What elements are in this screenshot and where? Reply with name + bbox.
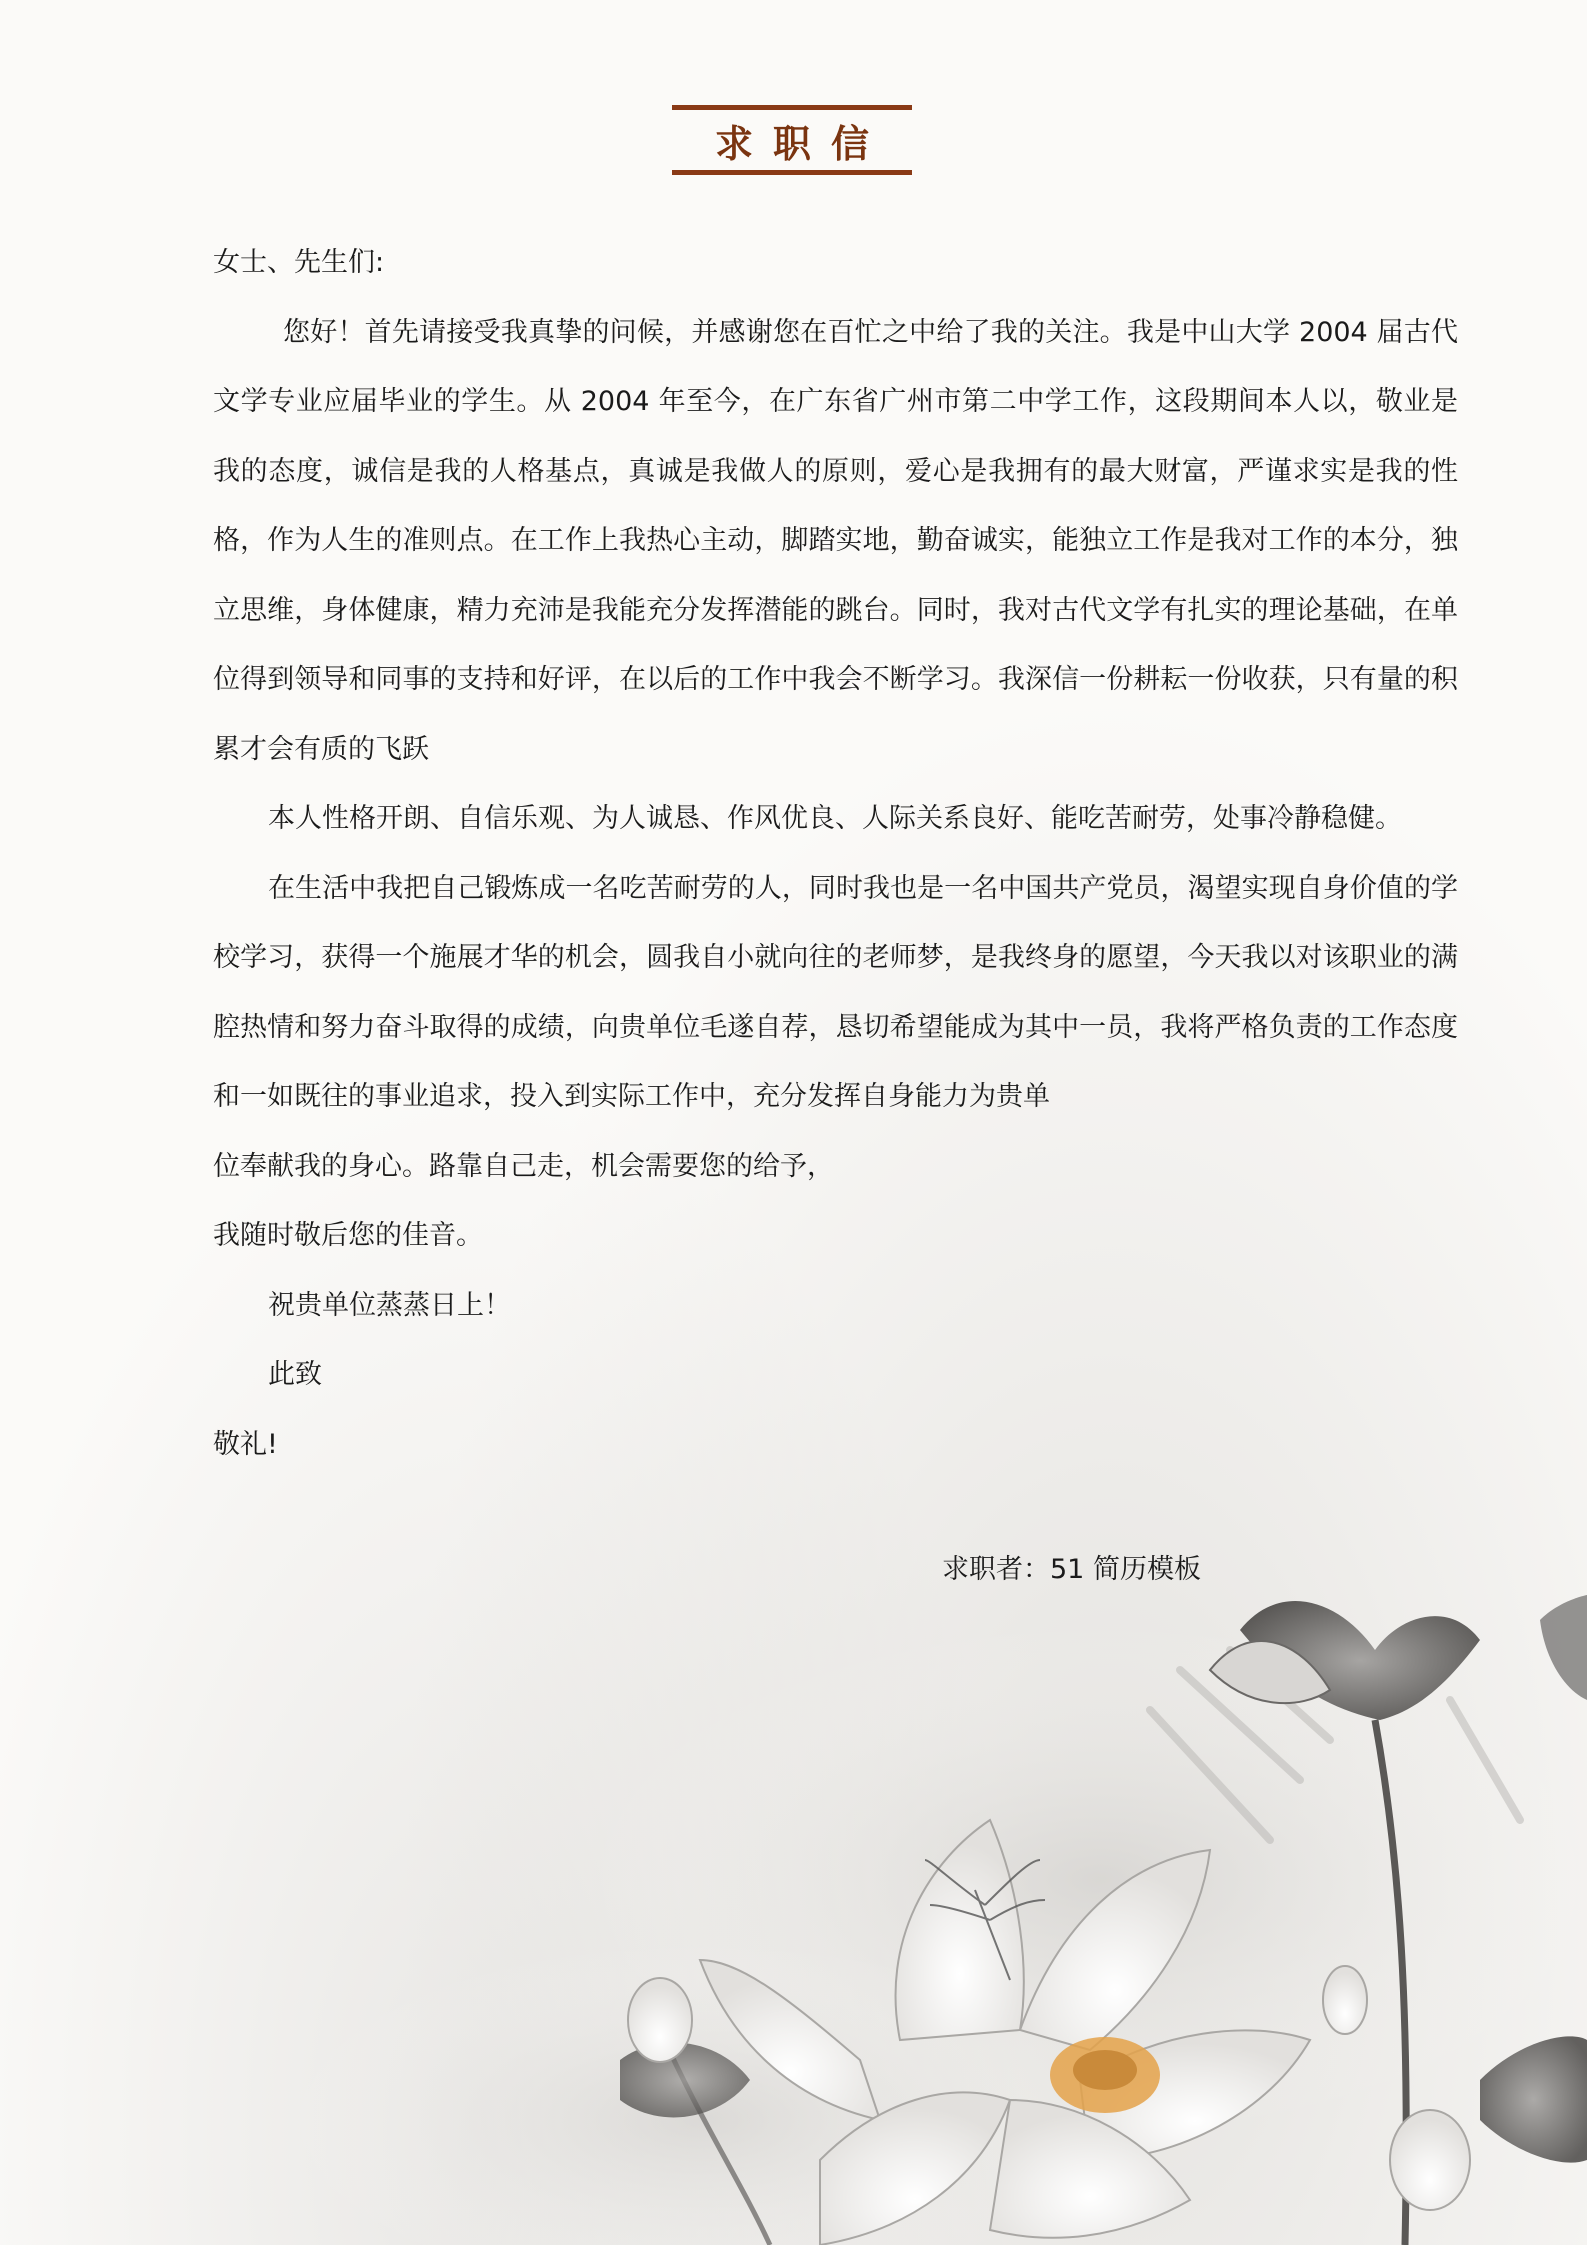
letter-body [213,228,1458,1479]
closing-line-1: 此致 [268,1359,322,1390]
closing-line-2: 敬礼! [213,1428,278,1460]
signature: 求职者：51 简历模板 [942,1554,1201,1585]
lotus-ink-painting [0,1560,1587,2245]
wish-line: 祝贵单位蒸蒸日上！ [268,1289,511,1321]
salutation: 女士、先生们: [213,247,385,278]
paragraph-aspiration: 在生活中我把自己锻炼成一名吃苦耐劳的人，同时我也是一名中国共产党员，渴望实现自身价值的学校学习，获得一个施展才华的机会，圆我自小就向往的老师梦，是我终身的愿望，今天我以对该职业的满腔热情和努力奋斗取得的成绩，向贵单位毛遂自荐，恳切希望能成为其中一员，我将严格负责的工作态度和一如既往的事业追求，投入到实际工作中，充分发挥自身能力为贵单 [213,872,1458,1112]
document-title: 求职信 [714,121,889,166]
paragraph-personality: 本人性格开朗、自信乐观、为人诚恳、作风优良、人际关系良好、能吃苦耐劳，处事冷静稳健。 [268,803,1402,834]
paragraph-continuation: 位奉献我的身心。路靠自己走，机会需要您的给予， [213,1150,834,1182]
paragraph-waiting: 我随时敬后您的佳音。 [213,1220,483,1251]
document-title-frame [672,105,912,175]
paragraph-intro: 您好！首先请接受我真挚的问候，并感谢您在百忙之中给了我的关注。我是中山大学 2004 届古代文学专业应届毕业的学生。从 2004 年至今，在广东省广州市第二中学工作，这段期间本人以，敬业是我的态度，诚信是我的人格基点，真诚是我做人的原则，爱心是我拥有的最大财富，严谨求实是我的性格，作为人生的准则点。在工作上我热心主动，脚踏实地，勤奋诚实，能独立工作是我对工作的本分，独立思维，身体健康，精力充沛是我能充分发挥潜能的跳台。同时，我对古代文学有扎实的理论基础，在单位得到领导和同事的支持和好评，在以后的工作中我会不断学习。我深信一份耕耘一份收获，只有量的积累才会有质的飞跃 [213,316,1458,765]
